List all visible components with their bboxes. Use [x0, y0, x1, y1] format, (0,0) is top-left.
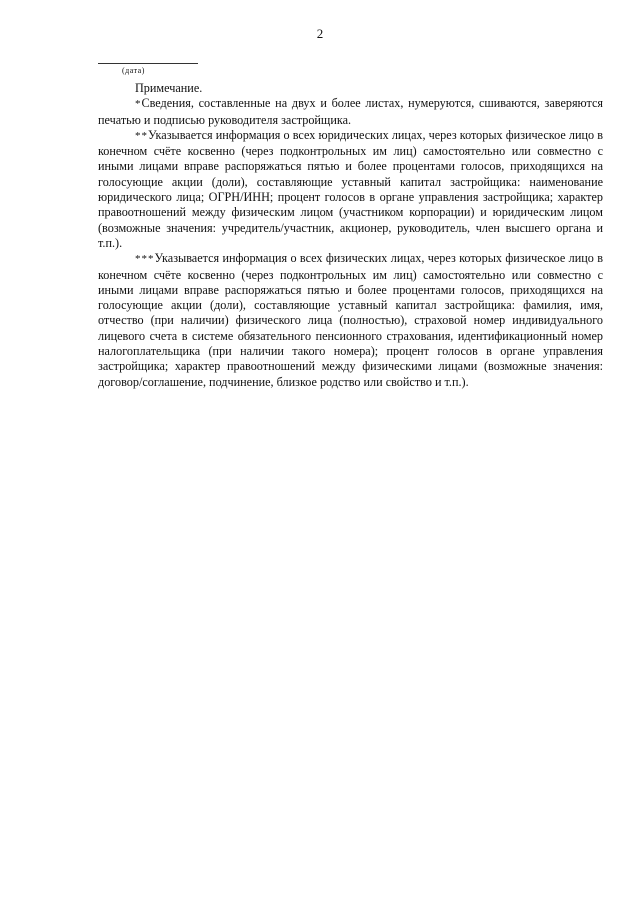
date-caption: (дата)	[122, 66, 145, 75]
note-mark-2: **	[135, 129, 148, 142]
notes-section	[98, 81, 603, 390]
note-mark-1: *	[135, 98, 142, 111]
date-signature-line	[98, 63, 198, 64]
note-text-1: Сведения, составленные на двух и более листах, нумеруются, сшиваются, заверяются печатью и подписью руководителя застройщика.	[98, 96, 603, 127]
note-item-2	[98, 128, 603, 251]
page-number: 2	[316, 26, 324, 41]
note-text-3: Указывается информация о всех физических лицах, через которых физическое лицо в конечном счёте косвенно (через подконтрольных им лиц) самостоятельно или совместно с иными лицами вправе распоряжаться пятью и более процентами голосов, приходящихся на голосующие акции (доли), составляющие уставный капитал застройщика: фамилия, имя, отчество (при наличии) физического лица (полностью), страховой номер индивидуального лицевого счета в системе обязательного пенсионного страхования, идентификационный номер налогоплательщика (при наличии такого номера); процент голосов в органе управления застройщика; характер правоотношений между физическими лицами (возможные значения: договор/соглашение, подчинение, близкое родство или свойство и т.п.).	[98, 251, 603, 389]
note-text-2: Указывается информация о всех юридических лицах, через которых физическое лицо в конечном счёте косвенно (через подконтрольных им лиц) самостоятельно или совместно с иными лицами вправе распоряжаться пятью и более процентами голосов, приходящихся на голосующие акции (доли), составляющие уставный капитал застройщика: наименование юридического лица; ОГРН/ИНН; процент голосов в органе управления застройщика; характер правоотношений между физическим лицом (участником корпорации) и юридическим лицом (возможные значения: учредитель/участник, акционер, руководитель, член высшего органа и т.п.).	[98, 127, 603, 250]
note-item-3	[98, 251, 603, 390]
note-item-1	[98, 96, 603, 128]
note-mark-3: ***	[135, 253, 155, 266]
notes-heading: Примечание.	[135, 81, 203, 95]
